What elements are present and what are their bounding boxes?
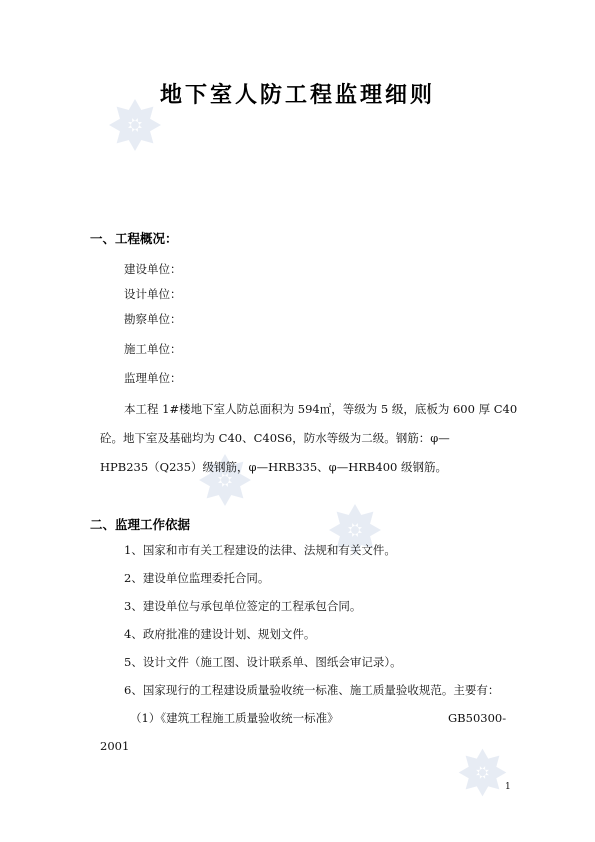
standard-name: （1）《建筑工程施工质量验收统一标准》: [130, 711, 339, 725]
overview-paragraph-line: HPB235（Q235）级钢筋，φ—HRB335、φ—HRB400 级钢筋。: [100, 460, 447, 474]
basis-item: 5、设计文件（施工图、设计联系单、图纸会审记录）。: [124, 655, 402, 669]
overview-paragraph-line: 本工程 1#楼地下室人防总面积为 594㎡，等级为 5 级，底板为 600 厚 C40: [124, 402, 518, 416]
standard-code-continued: 2001: [100, 739, 130, 753]
overview-paragraph-line: 砼。地下室及基础均为 C40、C40S6，防水等级为二级。钢筋：φ—: [100, 431, 450, 445]
document-title: 地下室人防工程监理细则: [159, 82, 435, 108]
watermark-flake-icon: [455, 745, 510, 800]
basis-item: 3、建设单位与承包单位签定的工程承包合同。: [124, 599, 362, 613]
section-heading-basis: 二、监理工作依据: [90, 517, 191, 532]
basis-item: 6、国家现行的工程建设质量验收统一标准、施工质量验收规范。主要有：: [124, 683, 500, 697]
field-contractor-unit: 施工单位：: [124, 342, 182, 356]
basis-item: 4、政府批准的建设计划、规划文件。: [124, 627, 316, 641]
page-number: 1: [505, 782, 511, 792]
section-heading-overview: 一、工程概况：: [90, 231, 178, 246]
field-supervision-unit: 监理单位：: [124, 371, 182, 385]
standard-code: GB50300-: [448, 711, 507, 725]
field-survey-unit: 勘察单位：: [124, 312, 182, 326]
basis-item: 2、建设单位监理委托合同。: [124, 571, 270, 585]
basis-item: 1、国家和市有关工程建设的法律、法规和有关文件。: [124, 543, 396, 557]
field-design-unit: 设计单位：: [124, 287, 182, 301]
field-construction-unit: 建设单位：: [124, 262, 182, 276]
watermark-flake-icon: [195, 450, 255, 510]
